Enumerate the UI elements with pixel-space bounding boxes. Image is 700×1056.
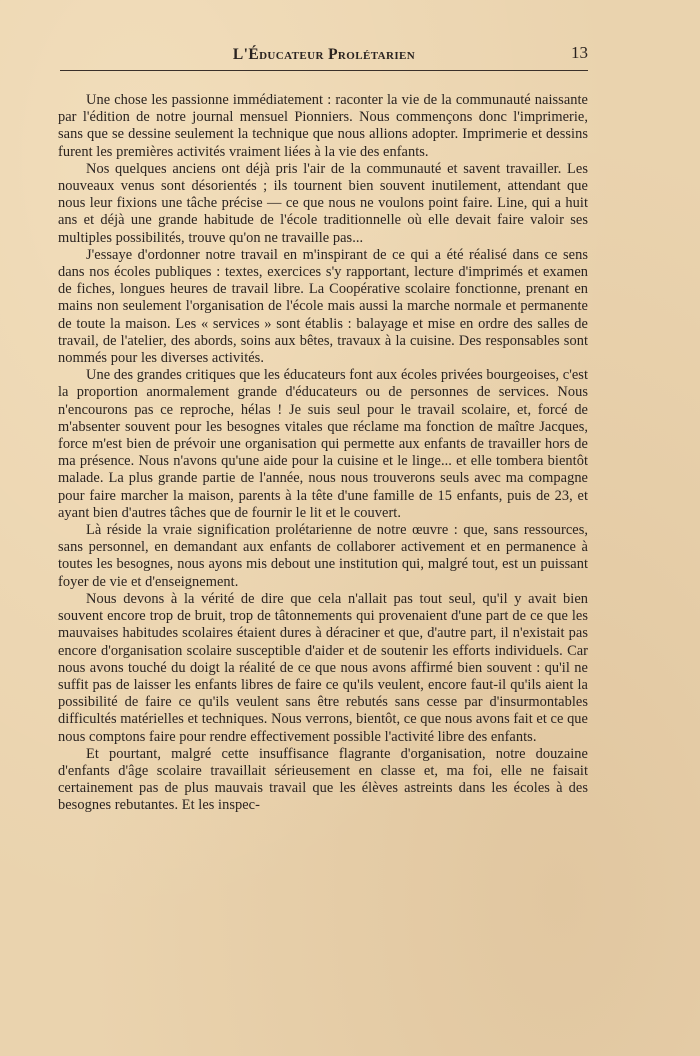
paragraph: Nous devons à la vérité de dire que cela n'allait pas tout seul, qu'il y avait bien souvent encore trop de bruit, trop de tâtonnements qui provenaient d'une part de ce que les mauvaises habitudes scolaires étaient dures à déraciner et que, d'autre part, il n'existait pas encore d'organisation scolaire susceptible d'aider et de soutenir les efforts individuels. Car nous avons touché du doigt la réalité de ce que nous avons affirmé bien souvent : qu'il ne suffit pas de laisser les enfants libres de faire ce qu'ils veulent, encore faut-il qu'ils aient la possibilité de faire ce qu'ils veulent sans être rebutés sans cesse par d'insurmontables difficultés matérielles et techniques. Nous verrons, bientôt, ce que nous avons fait et ce que nous comptons faire pour rendre effectivement possible l'activité libre des enfants. bbox=[58, 590, 588, 745]
journal-title: L'Éducateur Prolétarien bbox=[232, 46, 416, 63]
page-number: 13 bbox=[571, 43, 588, 62]
paragraph: Et pourtant, malgré cette insuffisance flagrante d'organisation, notre douzaine d'enfants d'âge scolaire travaillait sérieusement en classe et, ma foi, elle ne faisait certainement pas de plus mauvais travail que les élèves astreints dans les écoles à des besognes rebutantes. Et les inspec- bbox=[58, 745, 588, 814]
paragraph: Une chose les passionne immédiatement : raconter la vie de la communauté naissante par l'édition de notre journal mensuel Pionniers. Nous commençons donc l'imprimerie, sans que se dessine seulement la technique que nous allions adopter. Imprimerie et dessins furent les premières activités vraiment liées à la vie des enfants. bbox=[58, 92, 588, 160]
paragraph: J'essaye d'ordonner notre travail en m'inspirant de ce qui a été réalisé dans ce sens dans nos écoles publiques : textes, exercices s'y rapportant, lecture d'imprimés et examen de fiches, longues heures de travail libre. La Coopérative scolaire fonctionne, prenant en mains non seulement l'organisation de l'école mais aussi la marche normale et permanente de toute la maison. Les « services » sont établis : balayage et mise en ordre des salles de travail, de l'atelier, des abords, soins aux bêtes, travaux à la cuisine. Des responsables sont nommés pour les diverses activités. bbox=[58, 246, 588, 367]
page-header bbox=[60, 42, 588, 71]
paragraph: Une des grandes critiques que les éducateurs font aux écoles privées bourgeoises, c'est la proportion anormalement grande d'éducateurs ou de personnes de services. Nous n'encourons pas ce reproche, hélas ! Je suis seul pour le travail scolaire, et, forcé de m'absenter souvent pour les besognes vitales que réclame ma fonction de maître Jacques, force m'est bien de prévoir une organisation qui permette aux enfants de travailler hors de ma présence. Nous n'avons qu'une aide pour la cuisine et le linge... et elle tombera bientôt malade. La plus grande partie de l'année, nous nous trouverons seuls avec ma compagne pour faire marcher la maison, parents à la tête d'une famille de 15 enfants, puis de 23, et ayant bien d'autres tâches que de fournir le lit et le couvert. bbox=[58, 367, 588, 521]
paragraph: Là réside la vraie signification prolétarienne de notre œuvre : que, sans ressources, sans personnel, en demandant aux enfants de collaborer activement et en permanence à toutes les besognes, nous ayons mis debout une institution qui, malgré tout, est un puissant foyer de vie et d'enseignement. bbox=[58, 522, 588, 590]
paragraph: Nos quelques anciens ont déjà pris l'air de la communauté et savent travailler. Les nouveaux venus sont désorientés ; ils tournent bien souvent inutilement, attendant que nous leur fixions une tâche précise — ce que nous ne voulons point faire. Line, qui a huit ans et déjà une grande habitude de l'école traditionnelle où elle devait faire valoir ses multiples possibilités, trouve qu'on ne travaille pas... bbox=[58, 160, 588, 246]
article-body bbox=[58, 92, 588, 815]
